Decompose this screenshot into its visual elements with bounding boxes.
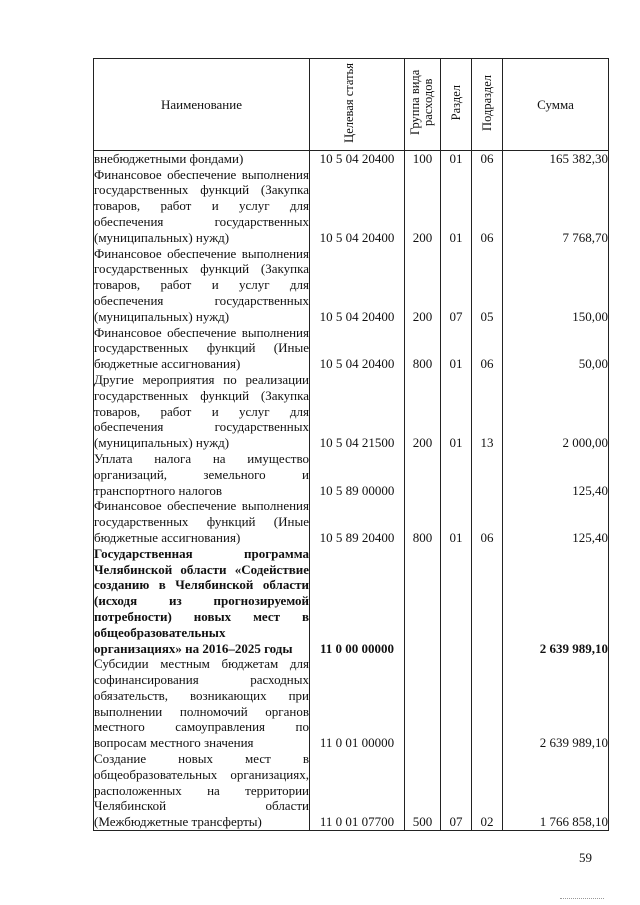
header-amount: Сумма (503, 59, 609, 151)
row-expense-group (405, 656, 441, 751)
row-target-code: 10 5 04 21500 (310, 372, 405, 451)
row-section: 01 (441, 150, 472, 166)
row-target-code: 10 5 04 20400 (310, 246, 405, 325)
row-name: Финансовое обеспечение выполнения государственных функций (Иные бюджетные ассигнования) (94, 498, 309, 545)
row-subsection: 06 (472, 150, 503, 166)
row-amount: 150,00 (503, 246, 609, 325)
table-row (94, 451, 609, 498)
row-section (441, 451, 472, 498)
budget-table (93, 58, 609, 831)
row-target-code: 10 5 04 20400 (310, 167, 405, 246)
row-subsection: 06 (472, 498, 503, 545)
row-subsection: 13 (472, 372, 503, 451)
row-amount: 2 000,00 (503, 372, 609, 451)
row-target-code: 11 0 00 00000 (310, 546, 405, 657)
row-subsection (472, 546, 503, 657)
row-name: Государственная программа Челябинской области «Содействие созданию в Челябинской области (исходя из прогнозируемой потребности) новых мест в общеобразовательных организациях» на 2016–2025 годы (94, 545, 309, 656)
row-expense-group (405, 451, 441, 498)
row-name: Другие мероприятия по реализации государственных функций (Закупка товаров, работ и услуг для обеспечения государственных (муниципальных) нужд) (94, 371, 309, 451)
row-target-code: 10 5 04 20400 (310, 150, 405, 166)
row-section: 07 (441, 246, 472, 325)
row-name: Уплата налога на имущество организаций, земельного и транспортного налогов (94, 450, 309, 498)
row-subsection: 05 (472, 246, 503, 325)
row-section: 07 (441, 751, 472, 830)
table-row (94, 656, 609, 751)
row-section: 01 (441, 498, 472, 545)
row-expense-group: 200 (405, 167, 441, 246)
table-row (94, 498, 609, 545)
row-amount: 2 639 989,10 (503, 546, 609, 657)
row-section (441, 546, 472, 657)
row-amount: 50,00 (503, 325, 609, 372)
header-name: Наименование (94, 59, 310, 151)
row-amount: 125,40 (503, 451, 609, 498)
row-section: 01 (441, 325, 472, 372)
row-amount: 2 639 989,10 (503, 656, 609, 751)
row-subsection: 06 (472, 325, 503, 372)
row-section: 01 (441, 372, 472, 451)
header-target: Целевая статья (310, 59, 405, 151)
row-target-code: 11 0 01 00000 (310, 656, 405, 751)
row-name: Создание новых мест в общеобразовательных организациях, расположенных на территории Челябинской области (Межбюджетные трансферты) (94, 751, 309, 830)
row-subsection: 02 (472, 751, 503, 830)
footer-mark (560, 898, 604, 899)
row-expense-group: 500 (405, 751, 441, 830)
table-row (94, 246, 609, 325)
row-subsection: 06 (472, 167, 503, 246)
row-amount: 1 766 858,10 (503, 751, 609, 830)
row-name: Финансовое обеспечение выполнения государственных функций (Закупка товаров, работ и услуг для обеспечения государственных (муниципальных) нужд) (94, 245, 309, 324)
row-expense-group: 100 (405, 150, 441, 166)
table-row (94, 372, 609, 451)
header-group: Группа вида расходов (405, 59, 441, 151)
row-expense-group: 200 (405, 372, 441, 451)
row-section: 01 (441, 167, 472, 246)
row-target-code: 10 5 04 20400 (310, 325, 405, 372)
row-name: Финансовое обеспечение выполнения государственных функций (Закупка товаров, работ и услуг для обеспечения государственных (муниципальных) нужд) (94, 166, 309, 245)
header-subsection: Подраздел (472, 59, 503, 151)
header-section: Раздел (441, 59, 472, 151)
table-row (94, 150, 609, 166)
row-name: внебюджетными фондами) (94, 150, 310, 166)
table-row (94, 325, 609, 372)
table-row (94, 546, 609, 657)
row-expense-group (405, 546, 441, 657)
page-number: 59 (579, 850, 592, 865)
row-subsection (472, 451, 503, 498)
row-amount: 165 382,30 (503, 150, 609, 166)
table-body (94, 150, 609, 830)
table-row (94, 751, 609, 830)
row-name: Финансовое обеспечение выполнения государственных функций (Иные бюджетные ассигнования) (94, 324, 309, 372)
row-name: Субсидии местным бюджетам для софинансирования расходных обязательств, возникающих при выполнении полномочий органов местного самоуправления по вопросам местного значения (94, 656, 309, 751)
row-expense-group: 800 (405, 498, 441, 545)
row-amount: 125,40 (503, 498, 609, 545)
row-expense-group: 800 (405, 325, 441, 372)
row-section (441, 656, 472, 751)
table-header (94, 59, 609, 151)
row-target-code: 10 5 89 00000 (310, 451, 405, 498)
row-target-code: 10 5 89 20400 (310, 498, 405, 545)
table-row (94, 167, 609, 246)
row-expense-group: 200 (405, 246, 441, 325)
row-amount: 7 768,70 (503, 167, 609, 246)
row-subsection (472, 656, 503, 751)
row-target-code: 11 0 01 07700 (310, 751, 405, 830)
